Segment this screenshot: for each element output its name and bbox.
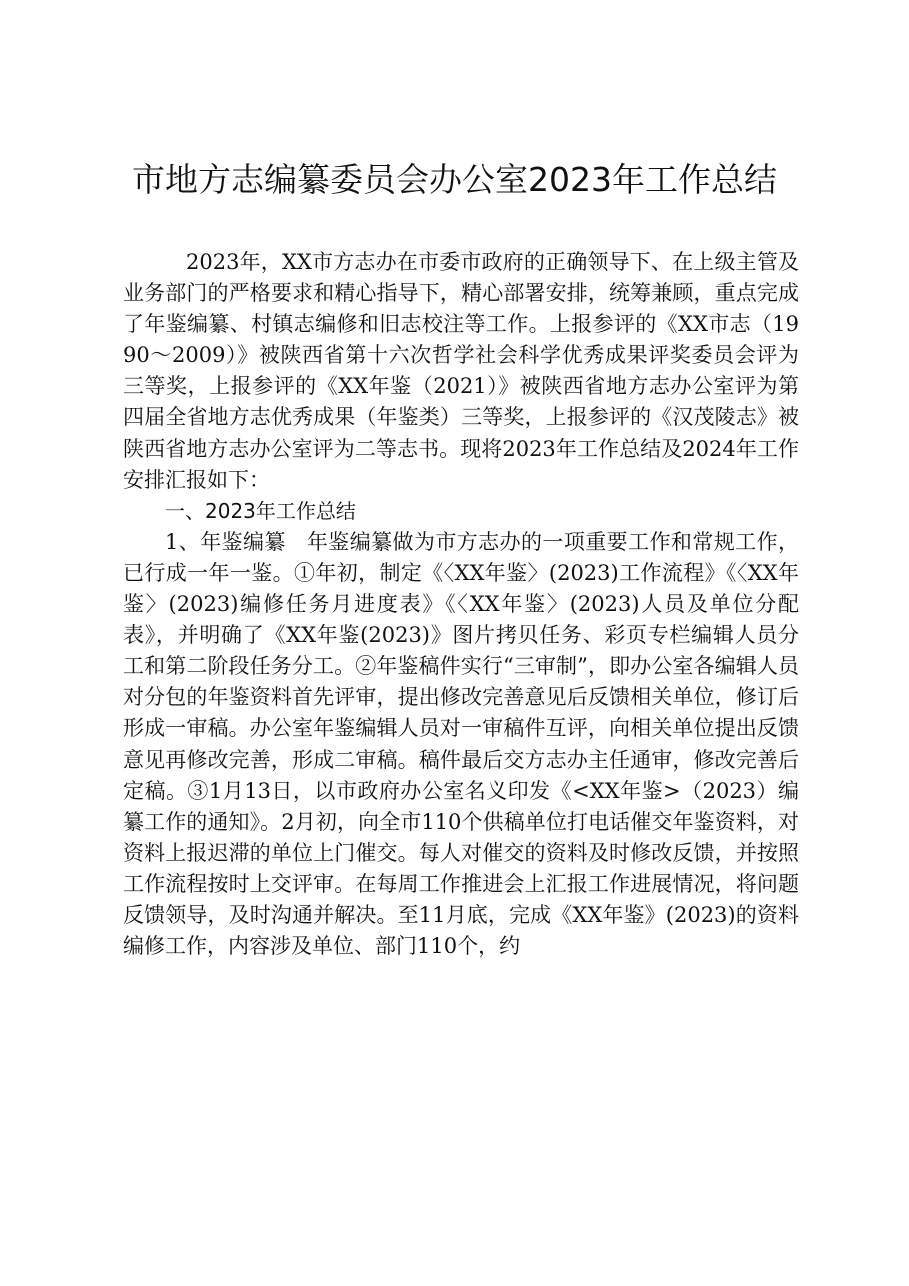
intro-paragraph: 2023年，XX市方志办在市委市政府的正确领导下、在上级主管及业务部门的严格要求和精心指导下，精心部署安排，统筹兼顾，重点完成了年鉴编纂、村镇志编修和旧志校注等工作。上报参评的《XX市志（1990～2009）》被陕西省第十六次哲学社会科学优秀成果评奖委员会评为三等奖，上报参评的《XX年鉴（2021）》被陕西省地方志办公室评为第四届全省地方志优秀成果（年鉴类）三等奖，上报参评的《汉茂陵志》被陕西省地方志办公室评为二等志书。现将2023年工作总结及2024年工作安排汇报如下： [123,250,799,492]
item-title-1: 1、年鉴编纂 [165,529,286,554]
item-body-1: 年鉴编纂做为市方志办的一项重要工作和常规工作，已行成一年一鉴。①年初，制定《〈XX年鉴〉(2023)工作流程》《〈XX年鉴〉(2023)编修任务月进度表》《〈XX年鉴〉(2023)人员及单位分配表》，并明确了《XX年鉴(2023)》图片拷贝任务、彩页专栏编辑人员分工和第二阶段任务分工。②年鉴稿件实行“三审制”，即办公室各编辑人员对分包的年鉴资料首先评审，提出修改完善意见后反馈相关单位，修订后形成一审稿。办公室年鉴编辑人员对一审稿件互评，向相关单位提出反馈意见再修改完善，形成二审稿。稿件最后交方志办主任通审，修改完善后定稿。③1月13日，以市政府办公室名义印发《<XX年鉴>（2023）编纂工作的通知》。2月初，向全市110个供稿单位打电话催交年鉴资料，对资料上报迟滞的单位上门催交。每人对催交的资料及时修改反馈，并按照工作流程按时上交评审。在每周工作推进会上汇报工作进展情况，将问题反馈领导，及时沟通并解决。至11月底，完成《XX年鉴》(2023)的资料编修工作，内容涉及单位、部门110个，约 [123,529,799,959]
section-heading-1: 一、2023年工作总结 [165,498,356,523]
item-paragraph-1 [123,527,799,962]
document-body [123,247,799,962]
document-title: 市地方志编纂委员会办公室2023年工作总结 [132,160,777,199]
